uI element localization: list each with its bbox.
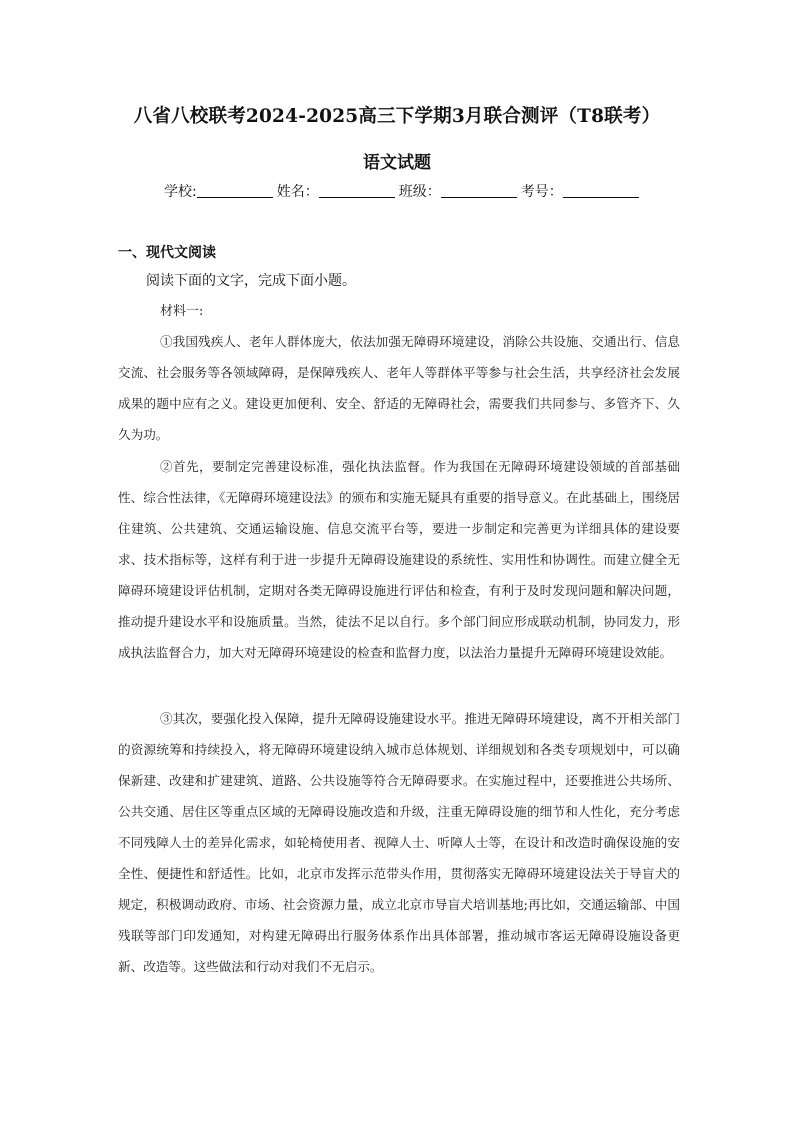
paragraph-1: ①我国残疾人、老年人群体庞大，依法加强无障碍环境建设，消除公共设施、交通出行、信息交流、社会服务等各领域障碍，是保障残疾人、老年人等群体平等参与社会生活，共享经济社会发展成果的题中应有之义。建设更加便利、安全、舒适的无障碍社会，需要我们共同参与、多管齐下、久久为功。 — [118, 334, 680, 442]
paragraph-2: ②首先，要制定完善建设标准，强化执法监督。作为我国在无障碍环境建设领域的首部基础性、综合性法律，《无障碍环境建设法》的颁布和实施无疑具有重要的指导意义。在此基础上，围绕居住建筑、公共建筑、交通运输设施、信息交流平台等，要进一步制定和完善更为详细具体的建设要求、技术指标等，这样有利于进一步提升无障碍设施建设的系统性、实用性和协调性。而建立健全无障碍环境建设评估机制，定期对各类无障碍设施进行评估和检查，有利于及时发现问题和解决问题，推动提升建设水平和设施质量。当然，徒法不足以自行。多个部门间应形成联动机制，协同发力，形成执法监督合力，加大对无障碍环境建设的检查和监督力度，以法治力量提升无障碍环境建设效能。 — [118, 459, 680, 660]
student-info-line — [164, 181, 643, 201]
section-heading: 一、现代文阅读 — [118, 245, 216, 261]
exam-number-blank[interactable] — [563, 183, 639, 198]
exam-title: 八省八校联考2024-2025高三下学期3月联合测评（T8联考） — [133, 106, 661, 127]
material-label: 材料一: — [160, 304, 204, 319]
name-label: 姓名： — [276, 184, 319, 200]
name-blank[interactable] — [319, 183, 395, 198]
exam-subtitle: 语文试题 — [363, 153, 431, 173]
school-blank[interactable] — [197, 183, 273, 198]
class-blank[interactable] — [441, 183, 517, 198]
paragraph-3: ③其次，要强化投入保障，提升无障碍设施建设水平。推进无障碍环境建设，离不开相关部门的资源统筹和持续投入，将无障碍环境建设纳入城市总体规划、详细规划和各类专项规划中，可以确保新建、改建和扩建建筑、道路、公共设施等符合无障碍要求。在实施过程中，还要推进公共场所、公共交通、居住区等重点区域的无障碍设施改造和升级，注重无障碍设施的细节和人性化，充分考虑不同残障人士的差异化需求，如轮椅使用者、视障人士、听障人士等，在设计和改造时确保设施的安全性、便捷性和舒适性。比如，北京市发挥示范带头作用，贯彻落实无障碍环境建设法关于导盲犬的规定，积极调动政府、市场、社会资源力量，成立北京市导盲犬培训基地;再比如，交通运输部、中国残联等部门印发通知，对构建无障碍出行服务体系作出具体部署，推动城市客运无障碍设施设备更新、改造等。这些做法和行动对我们不无启示。 — [118, 711, 680, 974]
school-label: 学校: — [164, 184, 197, 200]
exam-number-label: 考号： — [520, 184, 563, 200]
reading-instruction: 阅读下面的文字，完成下面小题。 — [146, 273, 356, 289]
class-label: 班级： — [398, 184, 441, 200]
